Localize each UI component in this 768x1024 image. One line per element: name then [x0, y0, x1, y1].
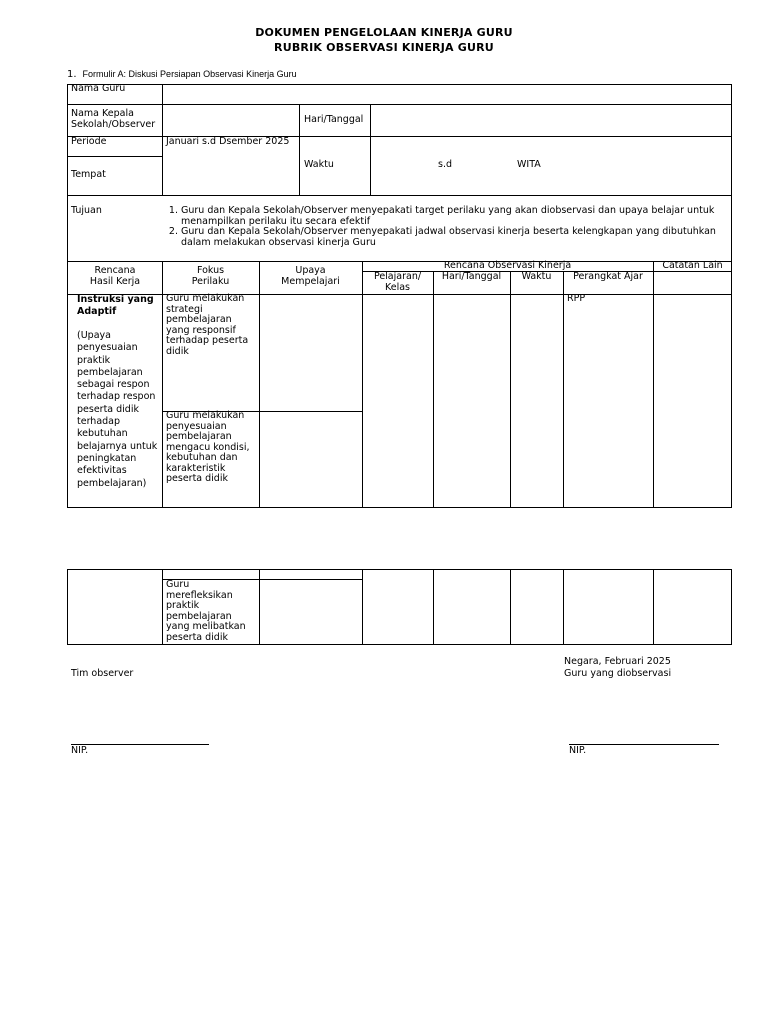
tujuan-list [166, 206, 731, 248]
nip-left: NIP. [71, 745, 89, 756]
observer-label: Tim observer [71, 668, 134, 679]
label-nama-guru: Nama Guru [71, 83, 126, 94]
label-tujuan: Tujuan [71, 205, 102, 216]
document-title-line1: DOKUMEN PENGELOLAAN KINERJA GURU [255, 26, 513, 39]
fokus-perilaku-1: Guru melakukan strategi pembelajaran yang responsif terhadap peserta didik [166, 293, 249, 357]
header-pelajaran-kelas: Pelajaran/ Kelas [373, 271, 422, 293]
label-waktu: Waktu [304, 159, 334, 170]
header-perangkat-ajar: Perangkat Ajar [573, 271, 643, 282]
perangkat-ajar-value: RPP [567, 293, 586, 304]
form-title: Formulir A: Diskusi Persiapan Observasi Kinerja Guru [82, 69, 297, 79]
label-hari-tanggal: Hari/Tanggal [304, 114, 364, 125]
waktu-wita: WITA [517, 159, 541, 170]
header-upaya-mempelajari: Upaya Mempelajari [281, 265, 340, 287]
periode-value: Januari s.d Dsember 2025 [166, 136, 290, 147]
fokus-perilaku-2: Guru melakukan penyesuaian pembelajaran mengacu kondisi, kebutuhan dan karakteristik peserta didik [166, 410, 250, 484]
hasil-kerja-title: Instruksi yang Adaptif [77, 294, 154, 317]
tujuan-item: 1. Guru dan Kepala Sekolah/Observer menyepakati target perilaku yang akan diobservasi dan upaya belajar untuk menampilkan perilaku itu secara efektif [181, 206, 731, 227]
signature-line-left [71, 744, 209, 745]
header-rencana-observasi: Rencana Observasi Kinerja [443, 260, 572, 271]
tujuan-item: 2. Guru dan Kepala Sekolah/Observer menyepakati jadwal observasi kinerja beserta kelengkapan yang dibutuhkan dalam melakukan observasi kinerja Guru [181, 227, 731, 248]
label-kepala-sekolah-2: Sekolah/Observer [71, 119, 156, 130]
header-waktu: Waktu [521, 271, 552, 282]
document-title-line2: RUBRIK OBSERVASI KINERJA GURU [274, 41, 494, 54]
header-rencana-hasil-kerja: Rencana Hasil Kerja [89, 265, 141, 287]
header-hari-tanggal: Hari/Tanggal [441, 271, 502, 282]
form-label [67, 69, 297, 80]
label-periode: Periode [71, 136, 107, 147]
label-kepala-sekolah: Nama Kepala [71, 108, 134, 119]
header-catatan-lain: Catatan Lain [662, 260, 723, 271]
nip-right: NIP. [569, 745, 587, 756]
hasil-kerja-desc: (Upaya penyesuaian praktik pembelajaran sebagai respon terhadap respon peserta didik terhadap kebutuhan belajarnya untuk peningkatan efektivitas pembelajaran) [77, 330, 158, 489]
waktu-sd: s.d [438, 159, 452, 170]
signature-line-right [569, 744, 719, 745]
guru-label: Guru yang diobservasi [564, 668, 672, 679]
header-fokus-perilaku: Fokus Perilaku [191, 265, 230, 287]
form-number: 1. [67, 69, 77, 80]
label-tempat: Tempat [71, 169, 106, 180]
fokus-perilaku-3: Guru merefleksikan praktik pembelajaran yang melibatkan peserta didik [166, 579, 246, 643]
place-date: Negara, Februari 2025 [564, 656, 671, 667]
